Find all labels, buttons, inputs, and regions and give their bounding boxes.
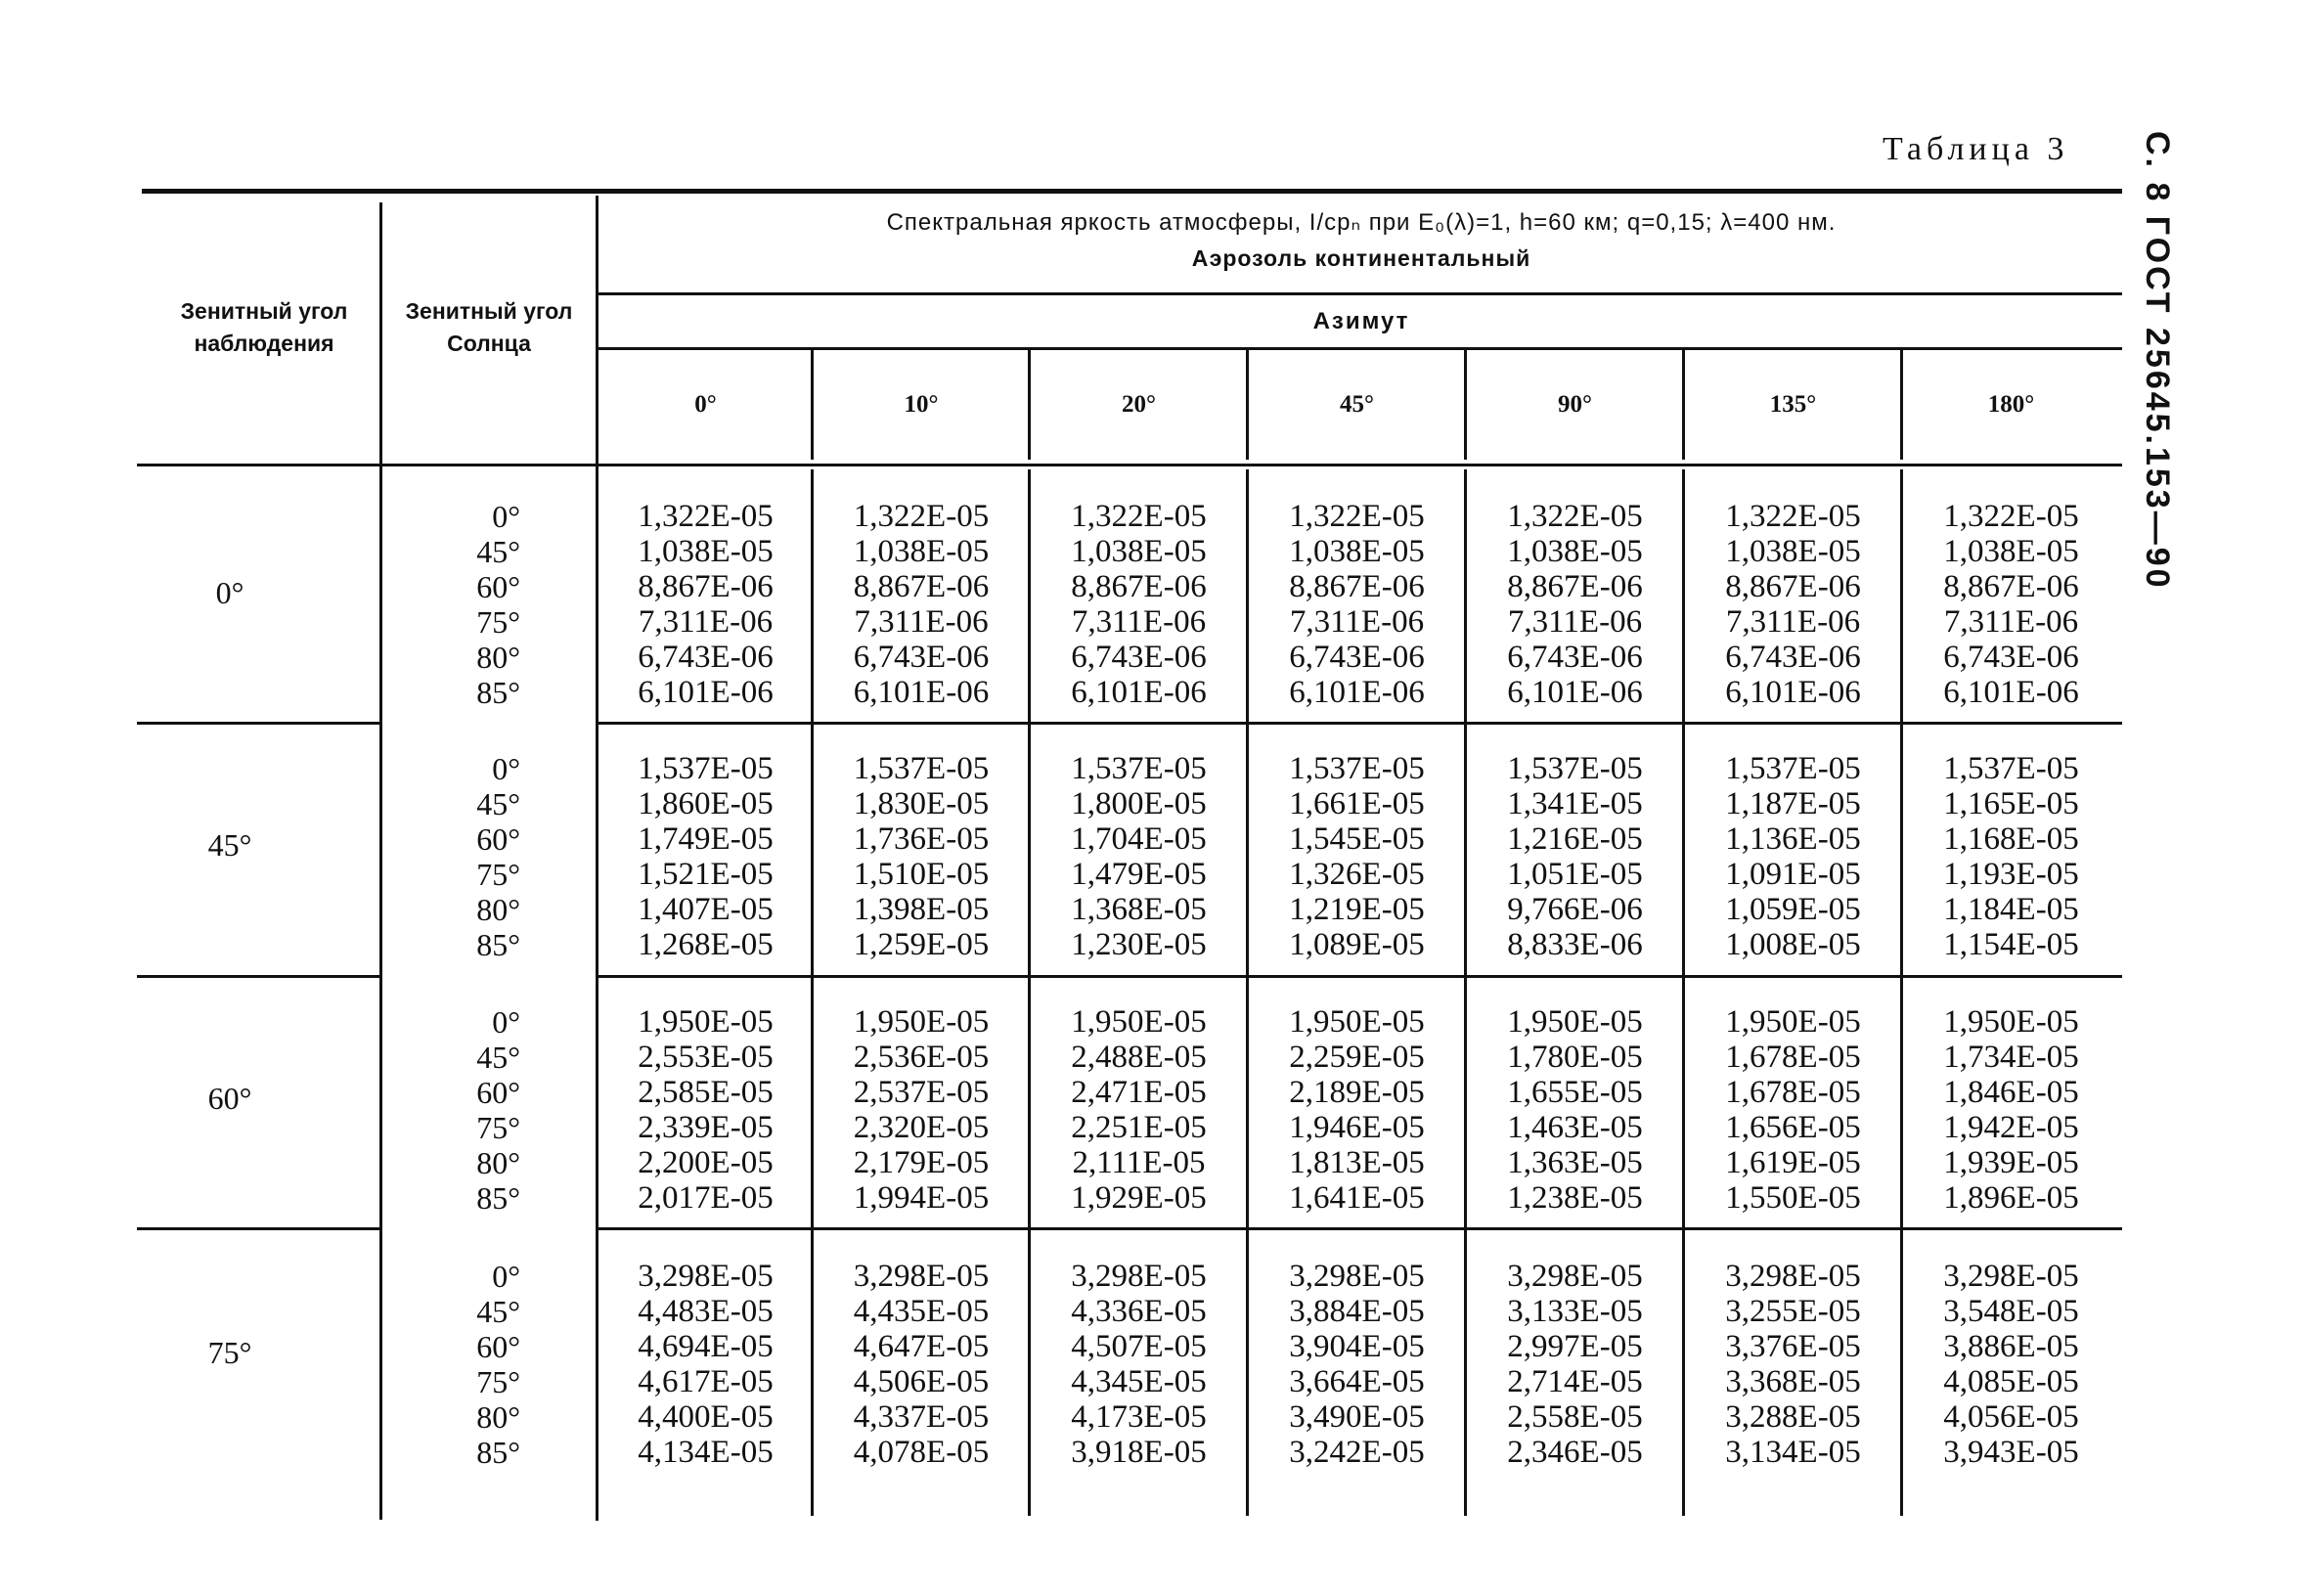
value-column — [598, 1259, 813, 1470]
value-column — [813, 1259, 1030, 1470]
value-cell: 7,311E-06 — [1289, 604, 1425, 640]
value-column — [1466, 499, 1684, 710]
value-cell: 1,950E-05 — [1725, 1004, 1861, 1040]
value-cell: 1,950E-05 — [1071, 1004, 1207, 1040]
azimuth-header-divider — [1028, 350, 1031, 460]
value-cell: 3,490E-05 — [1289, 1399, 1425, 1435]
value-cell: 6,101E-06 — [1943, 675, 2079, 710]
value-cell: 1,800E-05 — [1071, 786, 1207, 821]
value-cell: 2,537E-05 — [853, 1075, 990, 1110]
value-cell: 1,749E-05 — [638, 821, 774, 857]
value-cell: 3,886E-05 — [1943, 1329, 2079, 1364]
value-cell: 7,311E-06 — [1725, 604, 1861, 640]
value-column — [813, 499, 1030, 710]
value-cell: 1,407E-05 — [638, 892, 774, 927]
group-divider-left — [137, 975, 381, 978]
value-cell: 2,339E-05 — [638, 1110, 774, 1145]
value-column — [598, 1004, 813, 1216]
azimuth-header-divider — [1464, 350, 1467, 460]
value-cell: 3,664E-05 — [1289, 1364, 1425, 1399]
value-cell: 1,187E-05 — [1725, 786, 1861, 821]
value-column — [1684, 751, 1902, 962]
value-cell: 1,038E-05 — [1943, 534, 2079, 569]
zenith-sun-list — [430, 751, 520, 962]
zenith-sun-value: 80° — [476, 640, 520, 675]
value-cell: 1,537E-05 — [1725, 751, 1861, 786]
value-column — [813, 1004, 1030, 1216]
value-cell: 3,298E-05 — [853, 1259, 990, 1294]
value-cell: 7,311E-06 — [1507, 604, 1643, 640]
value-cell: 8,867E-06 — [638, 569, 774, 604]
value-cell: 1,168E-05 — [1943, 821, 2079, 857]
value-cell: 1,038E-05 — [1289, 534, 1425, 569]
value-cell: 2,997E-05 — [1507, 1329, 1643, 1364]
value-cell: 1,368E-05 — [1071, 892, 1207, 927]
value-cell: 8,867E-06 — [1071, 569, 1207, 604]
table-top-border — [142, 189, 2122, 194]
value-column — [1902, 1259, 2120, 1470]
value-cell: 1,537E-05 — [1071, 751, 1207, 786]
value-cell: 1,259E-05 — [853, 927, 990, 962]
value-cell: 4,694E-05 — [638, 1329, 774, 1364]
value-cell: 1,896E-05 — [1943, 1180, 2079, 1216]
value-column-divider — [1464, 469, 1467, 1516]
zenith-obs-label: 45° — [207, 827, 252, 863]
value-cell: 8,867E-06 — [853, 569, 990, 604]
zenith-sun-value: 0° — [492, 499, 520, 534]
value-cell: 7,311E-06 — [1943, 604, 2079, 640]
value-cell: 7,311E-06 — [1071, 604, 1207, 640]
azimuth-header-cell: 180° — [1987, 391, 2035, 418]
value-cell: 1,661E-05 — [1289, 786, 1425, 821]
value-cell: 1,322E-05 — [1943, 499, 2079, 534]
header-divider-2 — [598, 347, 2122, 350]
value-cell: 1,950E-05 — [638, 1004, 774, 1040]
value-column — [813, 751, 1030, 962]
value-cell: 1,219E-05 — [1289, 892, 1425, 927]
value-column — [1030, 499, 1248, 710]
zenith-sun-value: 45° — [476, 786, 520, 821]
value-cell: 2,553E-05 — [638, 1040, 774, 1075]
value-cell: 9,766E-06 — [1507, 892, 1643, 927]
value-cell: 1,780E-05 — [1507, 1040, 1643, 1075]
value-cell: 1,322E-05 — [1507, 499, 1643, 534]
azimuth-header-cell: 135° — [1769, 391, 1817, 418]
value-cell: 4,483E-05 — [638, 1294, 774, 1329]
value-column-divider — [1682, 469, 1685, 1516]
value-column — [1030, 751, 1248, 962]
azimuth-header-cell: 0° — [694, 391, 717, 418]
value-cell: 4,337E-05 — [853, 1399, 990, 1435]
zenith-sun-value: 85° — [476, 675, 520, 710]
value-cell: 1,038E-05 — [1507, 534, 1643, 569]
value-cell: 1,537E-05 — [1507, 751, 1643, 786]
value-cell: 3,298E-05 — [1507, 1259, 1643, 1294]
zenith-sun-value: 80° — [476, 1399, 520, 1435]
value-cell: 1,165E-05 — [1943, 786, 2079, 821]
value-cell: 2,251E-05 — [1071, 1110, 1207, 1145]
value-column — [1466, 1004, 1684, 1216]
value-cell: 6,743E-06 — [853, 640, 990, 675]
value-cell: 8,867E-06 — [1943, 569, 2079, 604]
group-divider-values — [598, 722, 2122, 725]
value-cell: 1,641E-05 — [1289, 1180, 1425, 1216]
value-cell: 3,288E-05 — [1725, 1399, 1861, 1435]
col-divider-obs — [379, 202, 382, 1520]
value-cell: 1,736E-05 — [853, 821, 990, 857]
azimuth-header-divider — [1900, 350, 1903, 460]
value-cell: 4,647E-05 — [853, 1329, 990, 1364]
value-cell: 1,950E-05 — [1289, 1004, 1425, 1040]
zenith-sun-value: 60° — [476, 569, 520, 604]
value-cell: 1,038E-05 — [853, 534, 990, 569]
value-cell: 1,946E-05 — [1289, 1110, 1425, 1145]
aerosol-subtitle: Аэрозоль континентальный — [1191, 245, 1531, 271]
value-cell: 1,091E-05 — [1725, 857, 1861, 892]
value-cell: 2,346E-05 — [1507, 1435, 1643, 1470]
azimuth-header-divider — [1246, 350, 1249, 460]
zenith-obs-label: 0° — [215, 575, 244, 610]
value-cell: 3,298E-05 — [1289, 1259, 1425, 1294]
value-cell: 1,363E-05 — [1507, 1145, 1643, 1180]
value-cell: 1,813E-05 — [1289, 1145, 1425, 1180]
value-cell: 2,111E-05 — [1072, 1145, 1206, 1180]
value-cell: 1,038E-05 — [1725, 534, 1861, 569]
value-column — [1684, 1004, 1902, 1216]
value-cell: 4,078E-05 — [853, 1435, 990, 1470]
group-divider-left — [137, 722, 381, 725]
value-cell: 1,860E-05 — [638, 786, 774, 821]
value-cell: 3,884E-05 — [1289, 1294, 1425, 1329]
value-cell: 1,059E-05 — [1725, 892, 1861, 927]
value-cell: 1,398E-05 — [853, 892, 990, 927]
value-cell: 4,056E-05 — [1943, 1399, 2079, 1435]
value-cell: 2,488E-05 — [1071, 1040, 1207, 1075]
value-cell: 4,345E-05 — [1071, 1364, 1207, 1399]
value-cell: 1,537E-05 — [638, 751, 774, 786]
value-cell: 1,846E-05 — [1943, 1075, 2079, 1110]
value-cell: 1,942E-05 — [1943, 1110, 2079, 1145]
value-column — [1248, 751, 1466, 962]
group-divider-left — [137, 1227, 381, 1230]
value-cell: 1,619E-05 — [1725, 1145, 1861, 1180]
zenith-sun-value: 0° — [492, 1004, 520, 1040]
value-cell: 6,743E-06 — [638, 640, 774, 675]
value-cell: 1,655E-05 — [1507, 1075, 1643, 1110]
value-cell: 1,537E-05 — [1943, 751, 2079, 786]
value-cell: 2,179E-05 — [853, 1145, 990, 1180]
value-cell: 1,216E-05 — [1507, 821, 1643, 857]
value-cell: 2,320E-05 — [853, 1110, 990, 1145]
zenith-sun-value: 45° — [476, 1294, 520, 1329]
value-cell: 2,585E-05 — [638, 1075, 774, 1110]
value-cell: 1,268E-05 — [638, 927, 774, 962]
value-cell: 6,101E-06 — [1725, 675, 1861, 710]
group-divider-values — [598, 975, 2122, 978]
value-cell: 1,678E-05 — [1725, 1040, 1861, 1075]
zenith-sun-list — [430, 499, 520, 710]
value-cell: 1,830E-05 — [853, 786, 990, 821]
zenith-sun-list — [430, 1004, 520, 1216]
zenith-sun-value: 45° — [476, 1040, 520, 1075]
value-cell: 2,558E-05 — [1507, 1399, 1643, 1435]
group-divider-values — [598, 1227, 2122, 1230]
value-column-divider — [1028, 469, 1031, 1516]
value-column — [1030, 1004, 1248, 1216]
azimuth-header-cell: 20° — [1122, 391, 1156, 418]
value-cell: 2,017E-05 — [638, 1180, 774, 1216]
value-cell: 4,507E-05 — [1071, 1329, 1207, 1364]
zenith-sun-value: 75° — [476, 857, 520, 892]
value-cell: 1,322E-05 — [1071, 499, 1207, 534]
value-cell: 3,134E-05 — [1725, 1435, 1861, 1470]
value-cell: 8,867E-06 — [1289, 569, 1425, 604]
value-cell: 1,939E-05 — [1943, 1145, 2079, 1180]
value-cell: 1,038E-05 — [1071, 534, 1207, 569]
value-cell: 1,154E-05 — [1943, 927, 2079, 962]
value-cell: 4,435E-05 — [853, 1294, 990, 1329]
col-zenith-sun-header: Зенитный угол Солнца — [405, 298, 573, 356]
value-cell: 2,536E-05 — [853, 1040, 990, 1075]
value-cell: 1,322E-05 — [1725, 499, 1861, 534]
value-cell: 3,904E-05 — [1289, 1329, 1425, 1364]
value-cell: 4,400E-05 — [638, 1399, 774, 1435]
value-cell: 1,136E-05 — [1725, 821, 1861, 857]
azimuth-header-divider — [811, 350, 814, 460]
value-cell: 2,189E-05 — [1289, 1075, 1425, 1110]
value-column — [1684, 1259, 1902, 1470]
value-cell: 1,038E-05 — [638, 534, 774, 569]
zenith-sun-list — [430, 1259, 520, 1470]
value-cell: 1,550E-05 — [1725, 1180, 1861, 1216]
value-column — [1902, 751, 2120, 962]
value-column — [1466, 751, 1684, 962]
value-column — [1248, 1259, 1466, 1470]
value-cell: 7,311E-06 — [854, 604, 989, 640]
value-cell: 1,322E-05 — [1289, 499, 1425, 534]
value-cell: 1,008E-05 — [1725, 927, 1861, 962]
value-column — [1030, 1259, 1248, 1470]
azimuth-header-cell: 90° — [1558, 391, 1592, 418]
value-cell: 6,101E-06 — [1289, 675, 1425, 710]
value-cell: 4,506E-05 — [853, 1364, 990, 1399]
value-cell: 1,341E-05 — [1507, 786, 1643, 821]
value-cell: 1,656E-05 — [1725, 1110, 1861, 1145]
azimuth-title: Азимут — [1312, 308, 1410, 334]
zenith-sun-value: 0° — [492, 751, 520, 786]
zenith-obs-label: 75° — [207, 1335, 252, 1370]
value-column — [1902, 499, 2120, 710]
value-cell: 1,994E-05 — [853, 1180, 990, 1216]
value-cell: 1,521E-05 — [638, 857, 774, 892]
value-cell: 1,545E-05 — [1289, 821, 1425, 857]
value-cell: 2,471E-05 — [1071, 1075, 1207, 1110]
value-cell: 2,714E-05 — [1507, 1364, 1643, 1399]
value-cell: 2,259E-05 — [1289, 1040, 1425, 1075]
value-cell: 1,678E-05 — [1725, 1075, 1861, 1110]
zenith-obs-label: 60° — [207, 1081, 252, 1116]
value-cell: 1,463E-05 — [1507, 1110, 1643, 1145]
zenith-sun-value: 85° — [476, 1435, 520, 1470]
value-column — [1466, 1259, 1684, 1470]
value-column-divider — [1246, 469, 1249, 1516]
zenith-sun-value: 60° — [476, 821, 520, 857]
zenith-sun-value: 75° — [476, 604, 520, 640]
value-cell: 6,101E-06 — [853, 675, 990, 710]
value-cell: 1,950E-05 — [1943, 1004, 2079, 1040]
value-cell: 1,510E-05 — [853, 857, 990, 892]
value-column — [1684, 499, 1902, 710]
value-cell: 1,929E-05 — [1071, 1180, 1207, 1216]
value-cell: 1,193E-05 — [1943, 857, 2079, 892]
value-column — [598, 751, 813, 962]
zenith-sun-value: 45° — [476, 534, 520, 569]
value-cell: 1,537E-05 — [1289, 751, 1425, 786]
spectral-title-line: Спектральная яркость атмосферы, I/срₙ при E₀(λ)=1, h=60 км; q=0,15; λ=400 нм. — [886, 209, 1837, 236]
value-cell: 1,734E-05 — [1943, 1040, 2079, 1075]
value-cell: 8,833E-06 — [1507, 927, 1643, 962]
zenith-sun-value: 60° — [476, 1329, 520, 1364]
value-cell: 3,298E-05 — [1071, 1259, 1207, 1294]
value-cell: 3,298E-05 — [1943, 1259, 2079, 1294]
value-cell: 1,479E-05 — [1071, 857, 1207, 892]
value-cell: 4,617E-05 — [638, 1364, 774, 1399]
zenith-sun-value: 85° — [476, 1180, 520, 1216]
value-cell: 3,133E-05 — [1507, 1294, 1643, 1329]
header-divider-1 — [598, 292, 2122, 295]
zenith-sun-value: 0° — [492, 1259, 520, 1294]
value-cell: 3,376E-05 — [1725, 1329, 1861, 1364]
value-cell: 1,230E-05 — [1071, 927, 1207, 962]
azimuth-header-cell: 10° — [904, 391, 939, 418]
value-cell: 3,242E-05 — [1289, 1435, 1425, 1470]
value-cell: 6,101E-06 — [1507, 675, 1643, 710]
value-cell: 4,085E-05 — [1943, 1364, 2079, 1399]
value-cell: 6,743E-06 — [1071, 640, 1207, 675]
value-column — [598, 499, 813, 710]
azimuth-header-divider — [1682, 350, 1685, 460]
value-cell: 1,238E-05 — [1507, 1180, 1643, 1216]
value-cell: 3,255E-05 — [1725, 1294, 1861, 1329]
value-cell: 3,548E-05 — [1943, 1294, 2079, 1329]
value-column — [1248, 1004, 1466, 1216]
value-cell: 1,089E-05 — [1289, 927, 1425, 962]
zenith-sun-value: 75° — [476, 1110, 520, 1145]
value-cell: 7,311E-06 — [638, 604, 774, 640]
value-cell: 3,943E-05 — [1943, 1435, 2079, 1470]
value-cell: 1,950E-05 — [1507, 1004, 1643, 1040]
zenith-sun-value: 75° — [476, 1364, 520, 1399]
spectral-title — [598, 205, 2124, 276]
value-cell: 3,368E-05 — [1725, 1364, 1861, 1399]
side-standard-text: С. 8 ГОСТ 25645.153—90 — [2139, 131, 2176, 591]
value-cell: 1,322E-05 — [638, 499, 774, 534]
col-zenith-obs-header: Зенитный угол наблюдения — [180, 298, 348, 356]
value-cell: 4,134E-05 — [638, 1435, 774, 1470]
value-cell: 6,743E-06 — [1289, 640, 1425, 675]
value-cell: 2,200E-05 — [638, 1145, 774, 1180]
value-cell: 6,101E-06 — [638, 675, 774, 710]
azimuth-header-cell: 45° — [1340, 391, 1374, 418]
value-cell: 3,298E-05 — [638, 1259, 774, 1294]
value-cell: 1,704E-05 — [1071, 821, 1207, 857]
value-cell: 1,184E-05 — [1943, 892, 2079, 927]
value-cell: 6,743E-06 — [1725, 640, 1861, 675]
table-label: Таблица 3 — [1883, 131, 2069, 167]
value-column-divider — [1900, 469, 1903, 1516]
zenith-sun-value: 80° — [476, 1145, 520, 1180]
value-cell: 4,173E-05 — [1071, 1399, 1207, 1435]
value-cell: 1,950E-05 — [853, 1004, 990, 1040]
value-cell: 1,051E-05 — [1507, 857, 1643, 892]
zenith-sun-value: 60° — [476, 1075, 520, 1110]
value-cell: 6,743E-06 — [1507, 640, 1643, 675]
value-column-divider — [811, 469, 814, 1516]
zenith-sun-value: 85° — [476, 927, 520, 962]
value-cell: 3,298E-05 — [1725, 1259, 1861, 1294]
value-column — [1902, 1004, 2120, 1216]
value-cell: 8,867E-06 — [1507, 569, 1643, 604]
value-cell: 4,336E-05 — [1071, 1294, 1207, 1329]
value-column — [1248, 499, 1466, 710]
zenith-sun-value: 80° — [476, 892, 520, 927]
value-cell: 3,918E-05 — [1071, 1435, 1207, 1470]
value-cell: 6,743E-06 — [1943, 640, 2079, 675]
value-cell: 1,326E-05 — [1289, 857, 1425, 892]
value-cell: 8,867E-06 — [1725, 569, 1861, 604]
value-cell: 1,322E-05 — [853, 499, 990, 534]
value-cell: 1,537E-05 — [853, 751, 990, 786]
value-cell: 6,101E-06 — [1071, 675, 1207, 710]
header-bottom-border — [137, 464, 2122, 466]
